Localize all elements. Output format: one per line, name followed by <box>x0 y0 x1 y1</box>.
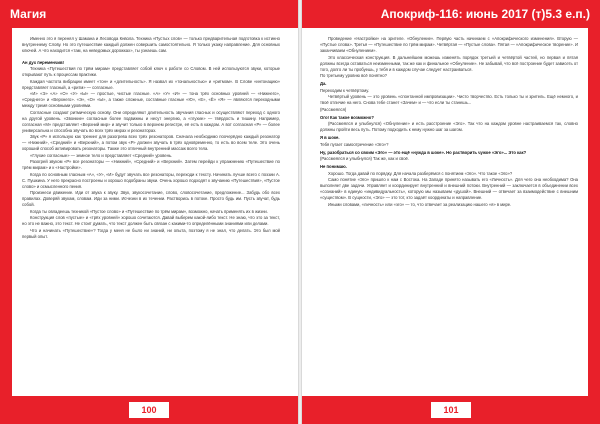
left-page-number: 100 <box>129 402 169 418</box>
left-paragraph: Когда ты овладеешь техникой «Пустое слово» и «Путешествие по трём мирам», возможно, начать применять их в жизни. <box>30 208 268 214</box>
right-paragraph: (Рассмеялся) <box>320 106 347 112</box>
left-paragraph: Что и начинать «Путешествие»? Тогда у меня не было ни знаний, ни опыта, поэтому я не знал, что делать. Это был мой первый опыт. <box>22 227 280 239</box>
left-paragraph: Каждая частота вибрации имеет «тон» и «длительность». Я назвал их «тональностью» и «ритмом». В Слове «интонацию» представляет гласный, а «ритм» — согласные. <box>22 78 280 90</box>
right-paragraph: Да. <box>320 81 327 86</box>
right-paragraph: (Рассмеялся и улыбнулся) Так же, как и своё. <box>320 156 410 161</box>
right-paragraph: Ну, разобраться со своим «Эго» — это ещё «нужда в шоке». Но растворить чужое «Эго»... Это как? <box>320 149 527 155</box>
right-paragraph: Ого! Как такое возможно? <box>320 114 374 120</box>
left-paragraph: Конструкция слов «пустые» и «трёх уровней» хорошо сочетаются. Давай выберем какой-либо текст. Не знаю, что это за текст, но это не важно, это текст. Не стоит думать, что текст должен быть связан с какими-то определёнными знаниями или делами. <box>22 215 280 226</box>
left-paragraph: «И» «Э» «А» «О» «У» «Ы» — простые, чистые гласные. «А» «У» «И» — тона трёх основных уровней — «Нижнего», «Среднего» и «Верхнего». «Э», «О» «Ы», а также сложные, составные гласные «Ю», «Е», «Ё» «Я» — являются переходными между тремя основными уровнями. <box>22 91 280 108</box>
left-outer-frame <box>0 28 12 396</box>
right-outer-frame <box>588 28 600 396</box>
left-text-column <box>22 36 280 390</box>
right-page-number: 101 <box>431 402 471 418</box>
left-page-title: Магия <box>10 7 47 21</box>
right-paragraph: Четвёртый уровень — это уровень «спонтанной импровизации». Чисто творчество. Есть только ты и зритель. Ещё немного, и твоё отличие на него. Снова тебе станет «Зачем» и — что если ты станешь... <box>320 94 578 105</box>
left-paragraph: Ан дух переменчив! <box>22 59 64 65</box>
right-paragraph: Хорошо. Тогда давай по порядку. Для начала разберёмся с понятием «Эго». Что такое «Эго»? <box>328 170 513 176</box>
right-text-column <box>320 36 578 390</box>
left-paragraph: Звук «Р» я использую как тренинг для разогрева всех трёх резонаторов. Сначала необходимо поочерёдно каждый резонатор — «Нижний», «Средний» и «Верхний», а потом звук «Р» должен звучать в трёх одновременно, то есть во всем теле. Это очень хороший способ активировать резонаторы. Также это отличный внутренний массаж всего тела. <box>22 134 280 151</box>
right-paragraph: По третьему уровню всё понятно? <box>320 73 387 78</box>
right-paragraph: Само понятие «Эго» пришло к нам с Востока. На Западе принято называть его «Личность». Для чего она необходима? Она выполняет две задачи. Управляет и координирует внутренний и внешний потоки. Внутренний — заключается в объединении всех «сознаний» в единую «индивидуальность», которую мы называем «душой». Внешний — отвечает за взаимодействие с внешним «существом». В сущности, «Эго» — это тот, кто задаёт координаты и направление. <box>320 177 578 200</box>
right-paragraph: Тебя пугает самоотречение «Эго»? <box>320 141 389 147</box>
right-page <box>302 0 600 424</box>
right-paragraph: Переходим к четвёртому. <box>320 87 370 93</box>
right-paragraph: Это классическая конструкция. В дальнейшем можешь изменять порядок третьей и четвёртой частей, но первая и пятая должны всегда оставаться неизменными, так же как и финальное «Обнуление». Не забывай, что всё построение будет зависеть от того, долго ли ты пробуешь, у тебя и в каждом случае следует настраиваться. <box>320 54 578 72</box>
left-paragraph: Разогрей звуком «Р» все резонаторы — «Нижний», «Средний» и «Верхний». Затем перейди к упражнению «Путешествие по трём мирам» и к «Настройке». <box>22 159 280 170</box>
left-paragraph: Произнеси движение. Иди от звука к звуку. Звук, звукосочетание, слово, словосочетание, предложение... Забудь обо всех правилах. Доверяй звукам, словам. Иди за ними. Исчезни в их течении. Растворись в потоке. Просто будь им. Пусть звучат, будь собой. <box>22 190 280 207</box>
left-paragraph: Именно это я перенял у Шамана и Лесовода Кнвола. Техника «Пустых слов» — только предварительная подготовка к истинно внутреннему Слову. Но это путешествие каждый должен совершить самостоятельно. Я только укажу направление. Для основных ключей. А что находится «там, на неведомых дорожках», ты узнаешь сам. <box>22 36 280 53</box>
left-page <box>0 0 298 424</box>
left-paragraph <box>22 55 280 58</box>
left-paragraph: Согласные создают ритмическую основу. Они определяют длительность звучания гласных и осуществляют переход с одного на другой уровень. «Звонкие» согласные более подвижны и несут энергию, а «глухие» — твёрдость и тишину. Например, согласная «М» представляет «Верхний мир» и звучит только в верхнем регистре, её есть в каждом. А вот согласная «Р» — более универсальна и способна звучать во всех трёх мирах и резонаторах. <box>22 109 280 133</box>
left-header-band <box>0 0 298 28</box>
left-paragraph: Когда по основным гласным «А», «У», «И» будут звучать все резонаторы, переходи к тексту. Начинать лучше всего с поэзии А. С. Пушкина. У него прекрасно построены и хорошо подобраны звуки. Очень хорошо подходят к звучанию «Путешествия», «Пустое слово» и осмысленного пения. <box>22 171 280 189</box>
right-header-band <box>302 0 600 28</box>
right-paragraph: Проведение «Настройки» на зрителе. «Обнуление». Первую часть начинаем с «Апокрифического изменения». Вторую — «Пустые слова». Третья — «Путешествие по трём мирам». Четвёртая — «Пустые слова». Пятая — «Апокрифическое творение». И заканчиваем «Обнулением». <box>320 36 578 53</box>
left-paragraph: Техника «Путешествия по трём мирам» представляет собой ключ к работе со Словом. В ней используются звуки, которые открывают путь к процессам практики. <box>22 66 280 77</box>
right-paragraph: Не понимаю. <box>320 164 347 169</box>
right-paragraph: (Рассмеялся и улыбнулся) «Обнуление» и есть расстроение «Эго». Так что на каждом уровне настраиваемся так, словно должны пройти весь путь. Потому подходить к нему нужно шаг за шагом. <box>320 121 578 132</box>
left-paragraph: «Глухие согласные» — земное тело и представляет «Средний» уровень. <box>30 152 173 158</box>
right-page-title: Апокриф-116: июнь 2017 (т)5.3 е.п.) <box>380 7 590 21</box>
right-paragraph: Я в шоке. <box>320 135 340 140</box>
right-paragraph: Иными словами, «личность» или «эго» — то, что отвечает за реализацию нашего «я» в мире. <box>328 201 512 207</box>
